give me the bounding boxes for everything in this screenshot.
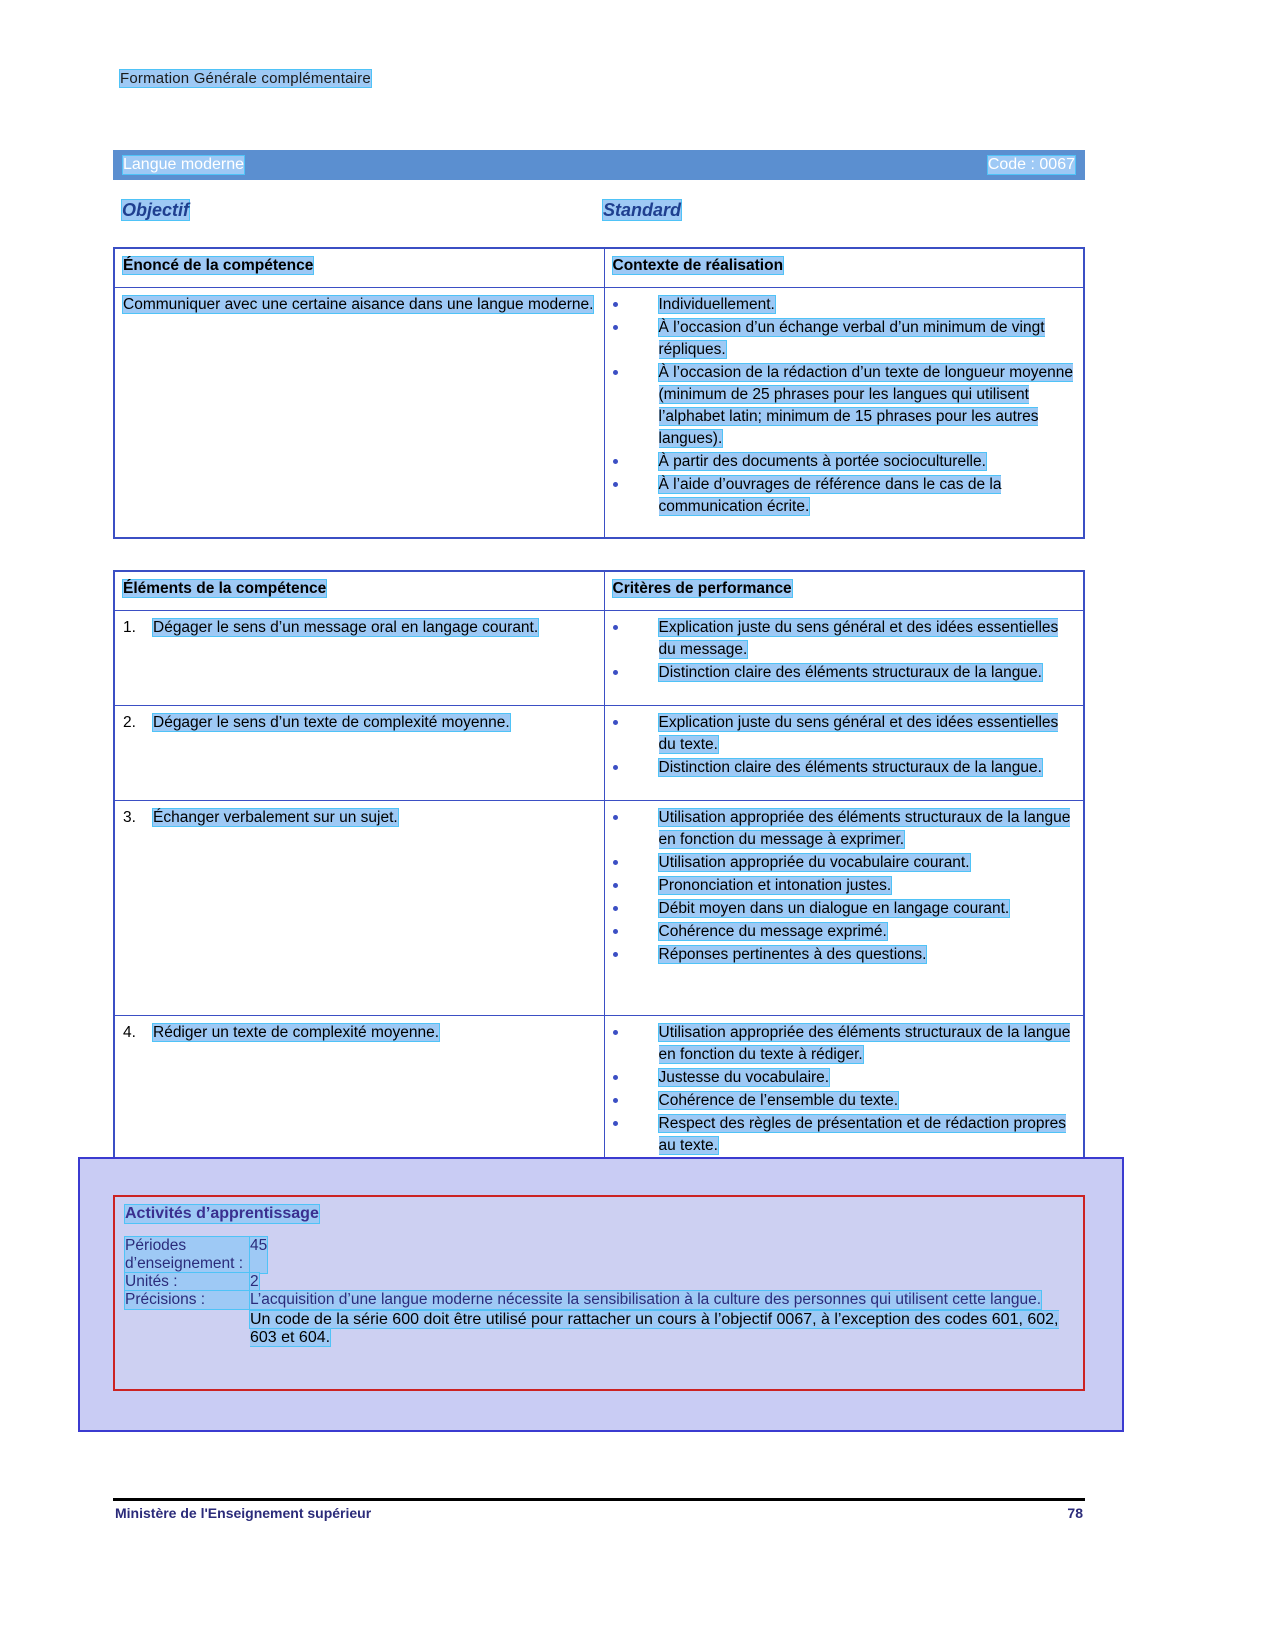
unites-label: Unités : bbox=[125, 1273, 250, 1291]
precisions-paragraph-2: Un code de la série 600 doit être utilisé pour rattacher un cours à l’objectif 0067, à l’exception des codes 601, 602, 603 et 604. bbox=[250, 1311, 1059, 1346]
criteria-list bbox=[613, 1022, 1076, 1157]
table-row bbox=[114, 706, 1084, 801]
list-item: Réponses pertinentes à des questions. bbox=[613, 944, 1076, 966]
unites-row bbox=[125, 1273, 1073, 1291]
table-row bbox=[114, 611, 1084, 706]
list-item: Distinction claire des éléments structuraux de la langue. bbox=[613, 662, 1076, 684]
header-elements-competence: Éléments de la compétence bbox=[123, 580, 327, 597]
table-header-row bbox=[114, 571, 1084, 611]
list-item: À l’occasion d’un échange verbal d’un minimum de vingt répliques. bbox=[613, 317, 1076, 361]
element-item: 2. Dégager le sens d’un texte de complexité moyenne. bbox=[123, 714, 510, 731]
list-item: Explication juste du sens général et des idées essentielles du texte. bbox=[613, 712, 1076, 756]
list-item: Débit moyen dans un dialogue en langage courant. bbox=[613, 898, 1076, 920]
list-item: À l’occasion de la rédaction d’un texte de longueur moyenne (minimum de 25 phrases pour les langues qui utilisent l’alphabet latin; minimum de 15 phrases pour les autres langues). bbox=[613, 362, 1076, 450]
list-item: Utilisation appropriée des éléments structuraux de la langue en fonction du texte à rédiger. bbox=[613, 1022, 1076, 1066]
list-item: Cohérence du message exprimé. bbox=[613, 921, 1076, 943]
activities-title: Activités d’apprentissage bbox=[125, 1205, 319, 1222]
competence-table bbox=[113, 247, 1085, 539]
periodes-value: 45 bbox=[250, 1237, 267, 1273]
list-item: Explication juste du sens général et des idées essentielles du message. bbox=[613, 617, 1076, 661]
list-item: À l’aide d’ouvrages de référence dans le cas de la communication écrite. bbox=[613, 474, 1076, 518]
precisions-paragraph-1: L’acquisition d’une langue moderne nécessite la sensibilisation à la culture des personnes qui utilisent cette langue. bbox=[250, 1291, 1042, 1308]
activities-box bbox=[113, 1195, 1085, 1391]
list-item: Respect des règles de présentation et de rédaction propres au texte. bbox=[613, 1113, 1076, 1157]
page-number: 78 bbox=[1067, 1505, 1083, 1521]
competence-statement: Communiquer avec une certaine aisance dans une langue moderne. bbox=[123, 296, 594, 313]
course-title-bar bbox=[113, 150, 1085, 180]
page-header-note bbox=[120, 70, 371, 87]
elements-table bbox=[113, 570, 1085, 1170]
criteria-list bbox=[613, 807, 1076, 966]
list-item: Individuellement. bbox=[613, 294, 1076, 316]
table-header-row bbox=[114, 248, 1084, 288]
contexte-list bbox=[613, 294, 1076, 518]
list-item: Utilisation appropriée des éléments structuraux de la langue en fonction du message à exprimer. bbox=[613, 807, 1076, 851]
list-item: Cohérence de l’ensemble du texte. bbox=[613, 1090, 1076, 1112]
element-item: 1. Dégager le sens d’un message oral en langage courant. bbox=[123, 619, 539, 636]
page-footer bbox=[113, 1505, 1085, 1521]
section-headings bbox=[113, 200, 1085, 221]
list-item: Justesse du vocabulaire. bbox=[613, 1067, 1076, 1089]
heading-standard: Standard bbox=[603, 200, 682, 220]
footer-ministry: Ministère de l'Enseignement supérieur bbox=[115, 1505, 372, 1521]
list-item: Prononciation et intonation justes. bbox=[613, 875, 1076, 897]
table-row bbox=[114, 801, 1084, 1016]
header-criteres-performance: Critères de performance bbox=[612, 580, 792, 597]
criteria-list bbox=[613, 617, 1076, 684]
course-code: Code : 0067 bbox=[987, 156, 1075, 173]
header-contexte-realisation: Contexte de réalisation bbox=[612, 257, 784, 274]
precisions-label: Précisions : bbox=[125, 1291, 250, 1309]
footer-divider bbox=[113, 1498, 1085, 1501]
unites-value: 2 bbox=[250, 1273, 259, 1290]
list-item: Utilisation appropriée du vocabulaire courant. bbox=[613, 852, 1076, 874]
element-item: 3. Échanger verbalement sur un sujet. bbox=[123, 809, 398, 826]
periodes-row bbox=[125, 1237, 1073, 1273]
header-enonce-competence: Énoncé de la compétence bbox=[123, 257, 314, 274]
list-item: À partir des documents à portée socioculturelle. bbox=[613, 451, 1076, 473]
element-item: 4. Rédiger un texte de complexité moyenne. bbox=[123, 1024, 440, 1041]
criteria-list bbox=[613, 712, 1076, 779]
table-row bbox=[114, 288, 1084, 538]
page-header-note-text: Formation Générale complémentaire bbox=[120, 70, 371, 87]
list-item: Distinction claire des éléments structuraux de la langue. bbox=[613, 757, 1076, 779]
course-title: Langue moderne bbox=[123, 156, 244, 173]
table-row bbox=[114, 1016, 1084, 1170]
precisions-row bbox=[125, 1291, 1073, 1309]
precisions-row-2 bbox=[125, 1311, 1073, 1347]
periodes-label: Périodes d’enseignement : bbox=[125, 1237, 250, 1273]
heading-objectif: Objectif bbox=[122, 200, 190, 220]
